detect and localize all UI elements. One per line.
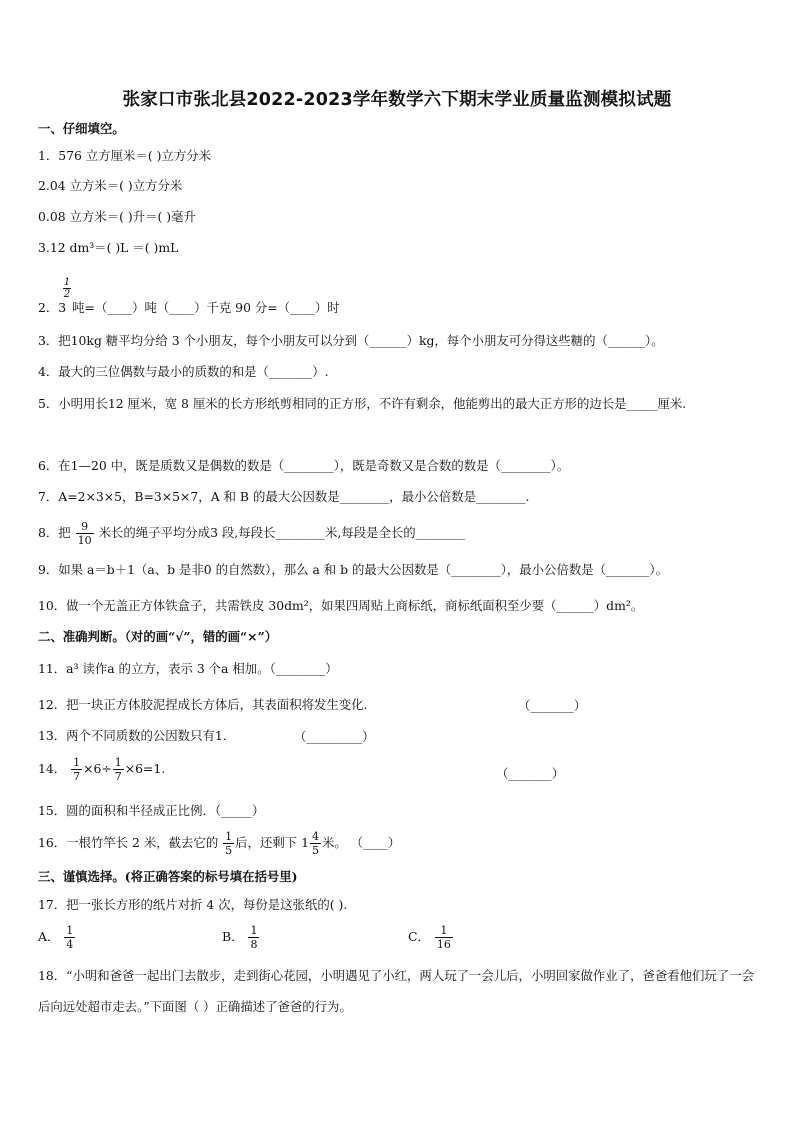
question-17: 17．把一张长方形的纸片对折 4 次，每份是这张纸的( ).	[38, 897, 348, 912]
question-4: 4．最大的三位偶数与最小的质数的和是（_______）.	[38, 364, 329, 379]
question-12: 12．把一块正方体胶泥捏成长方体后，其表面积将发生变化.	[38, 697, 368, 712]
fraction-nine-tenths: $\frac{9}{10}$	[77, 520, 92, 547]
question-14: 14． $\frac{1}{7}$ ×6÷ $\frac{1}{7}$ ×6=1.	[38, 756, 166, 783]
question-9: 9．如果 a＝b＋1（a、b 是非0 的自然数），那么 a 和 b 的最大公因数是（________），最小公倍数是（_______）。	[38, 562, 668, 577]
option-b: B． $\frac{1}{8}$	[222, 924, 258, 951]
question-1a: 1．576 立方厘米＝( )立方分米	[38, 148, 211, 163]
question-16: 16．一根竹竿长 2 米，截去它的 $\frac{1}{5}$ 后，还剩下 1 $\frac{4}{5}$ 米。 （____）	[38, 830, 401, 857]
fraction-one-seventh-a: $\frac{1}{7}$	[73, 756, 81, 783]
question-1b: 2.04 立方米＝( )立方分米	[38, 178, 183, 193]
question-7: 7．A=2×3×5，B=3×5×7，A 和 B 的最大公因数是________，最小公倍数是________.	[38, 489, 530, 504]
question-5: 5．小明用长12 厘米，宽 8 厘米的长方形纸剪相同的正方形，不许有剩余，他能剪出的最大正方形的边长是_____厘米.	[38, 396, 687, 411]
question-18: 18．“小明和爸爸一起出门去散步，走到街心花园，小明遇见了小红，两人玩了一会儿后，小明回家做作业了，爸爸看他们玩了一会后向远处超市走去。”下面图（ ）正确描述了爸爸的行为。	[38, 968, 754, 1014]
question-8: 8．把 $\frac{9}{10}$ 米长的绳子平均分成3 段,每段长________米,每段是全长的________	[38, 520, 466, 547]
option-a: A． $\frac{1}{4}$	[38, 924, 74, 951]
page-title: 张家口市张北县2022-2023学年数学六下期末学业质量监测模拟试题	[122, 90, 672, 110]
section-1-heading: 一、仔细填空。	[38, 121, 125, 136]
fraction-four-fifths: $\frac{4}{5}$	[311, 830, 319, 857]
question-14-blank: （_______）	[496, 766, 565, 781]
question-10: 10．做一个无盖正方体铁盒子，共需铁皮 30dm²，如果四周贴上商标纸，商标纸面积至少要（______）dm²。	[38, 598, 644, 613]
question-11: 11．a³ 读作a 的立方，表示 3 个a 相加。（________）	[38, 661, 338, 676]
question-13-blank: （_________）	[294, 729, 375, 744]
fraction-one-fifth: $\frac{1}{5}$	[225, 830, 233, 857]
question-1c: 0.08 立方米＝( )升＝( )毫升	[38, 209, 196, 224]
question-1d: 3.12 dm³＝( )L ＝( )mL	[38, 240, 179, 255]
question-2: 2．3 吨=（____）吨（____）千克 90 分=（____）时	[38, 300, 340, 315]
question-12-blank: （_______）	[518, 698, 587, 713]
question-6: 6．在1—20 中，既是质数又是偶数的数是（________），既是奇数又是合数的数是（________）。	[38, 458, 570, 473]
question-13: 13．两个不同质数的公因数只有1．	[38, 728, 236, 743]
section-2-heading: 二、准确判断。（对的画“√”，错的画“×”）	[38, 629, 278, 644]
question-15: 15．圆的面积和半径成正比例．（_____）	[38, 803, 265, 818]
section-3-heading: 三、谨慎选择。(将正确答案的标号填在括号里)	[38, 869, 298, 884]
fraction-half: $\frac{1}{2}$	[63, 277, 71, 300]
fraction-one-seventh-b: $\frac{1}{7}$	[114, 756, 122, 783]
question-3: 3．把10kg 糖平均分给 3 个小朋友，每个小朋友可以分到（______）kg，每个小朋友可分得这些糖的（______）。	[38, 333, 664, 348]
option-c: C． $\frac{1}{16}$	[408, 924, 451, 951]
